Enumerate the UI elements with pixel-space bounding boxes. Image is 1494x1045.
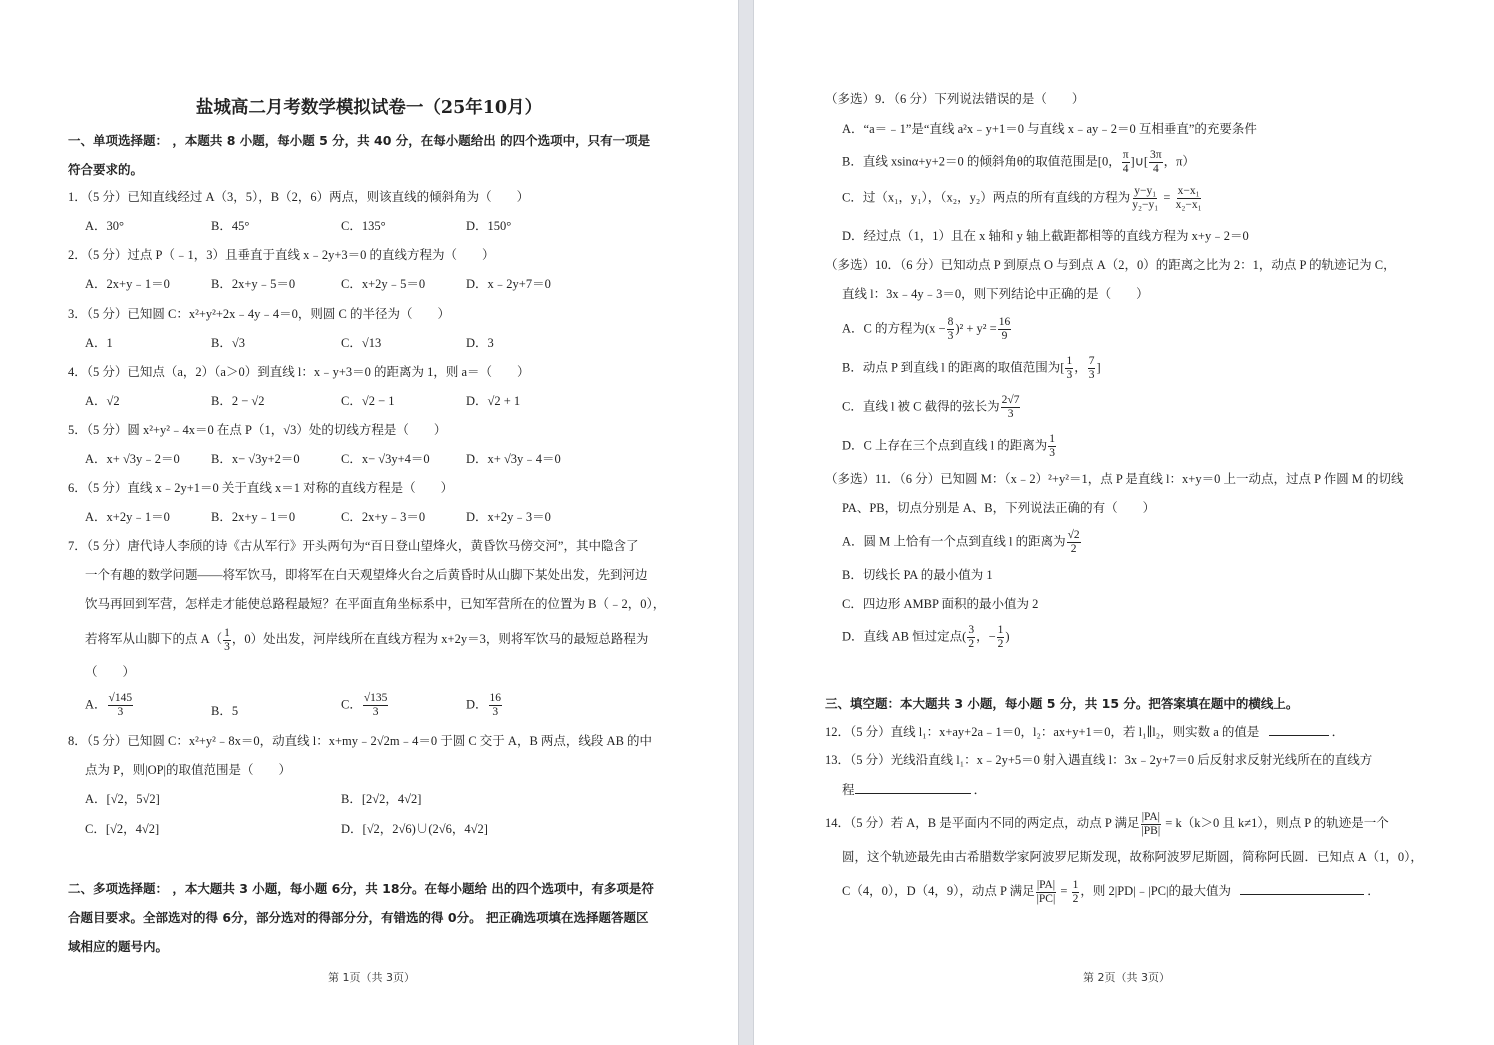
denominator: 3 [224, 640, 230, 653]
q11-option-c: C．四边形 AMBP 面积的最小值为 2 [842, 597, 1039, 611]
question-10-line-2: 直线 l：3x﹣4y﹣3＝0，则下列结论中正确的是（ ） [842, 287, 1149, 301]
fraction [1048, 433, 1056, 460]
section-2-header-cont-2: 域相应的题号内。 [68, 939, 169, 954]
fraction [108, 692, 134, 719]
numerator: 1 [1066, 355, 1073, 367]
question-4-stem: 4．（5 分）已知点（a，2）（a＞0）到直线 l：x﹣y+3＝0 的距离为 1，则 a＝（ ） [68, 365, 530, 379]
question-13-line-1: 13．（5 分）光线沿直线 l₁：x﹣2y+5＝0 射入遇直线 l：3x﹣2y+7＝0 后反射求反射光线所在的直线方 [825, 753, 1373, 767]
question-12 [825, 723, 1344, 740]
fraction [1067, 529, 1081, 556]
fraction [1131, 185, 1159, 212]
question-7-line-5: （ ） [85, 665, 136, 679]
page-footer: 第 1页（共 3页） [328, 971, 415, 984]
numerator: 3 [968, 624, 975, 636]
q11-option-a [842, 529, 1082, 556]
question-2-stem: 2．（5 分）过点 P（﹣1，3）且垂直于直线 x﹣2y+3＝0 的直线方程为（ ） [68, 248, 495, 262]
section-1-header-cont: 符合要求的。 [68, 162, 144, 177]
fraction [998, 316, 1012, 343]
q4-option-c: C．√2 − 1 [341, 394, 395, 408]
question-7-line-2: 一个有趣的数学问题——将军饮马，即将军在白天观望烽火台之后黄昏时从山脚下某处出发，先到河边 [85, 568, 648, 582]
denominator: 3 [117, 706, 124, 718]
denominator: x₂−x₁ [1175, 199, 1202, 211]
q5-option-c: C．x− √3y+4＝0 [341, 452, 430, 466]
denominator: 2 [997, 638, 1004, 650]
q2-option-c: C．x+2y﹣5＝0 [341, 277, 426, 291]
option-text: A．C 的方程为(x − [842, 321, 946, 336]
q3-option-a: A．1 [85, 336, 113, 350]
numerator: |PA| [1141, 810, 1160, 823]
option-text: ]∪[ [1130, 154, 1149, 169]
question-text: ． [1367, 884, 1380, 898]
q6-option-a: A．x+2y﹣1＝0 [85, 510, 170, 524]
page-divider [738, 0, 754, 1045]
q6-option-c: C．2x+y﹣3＝0 [341, 510, 426, 524]
q10-option-a [842, 316, 1012, 343]
page-footer: 第 2页（共 3页） [1083, 971, 1170, 984]
answer-blank[interactable] [1269, 723, 1329, 736]
question-text: ． [1331, 725, 1345, 739]
question-14-line-1 [825, 808, 1389, 838]
question-7-line-3: 饮马再回到军营，怎样走才能使总路程最短？在平面直角坐标系中，已知军营所在的位置为 B（﹣2，0）， [85, 597, 666, 611]
fraction [1001, 394, 1021, 421]
numerator: √2 [1067, 529, 1080, 541]
page-1 [0, 0, 738, 1045]
fraction [1036, 879, 1057, 906]
section-2-header: 二、多项选择题： ，本大题共 3 小题，每小题 6分，共 18分。在每小题给 出的四个选项中，有多项是符 [68, 881, 654, 896]
numerator: 8 [947, 316, 954, 328]
denominator: |PC| [1036, 892, 1056, 905]
section-2-header-cont: 合题目要求。全部选对的得 6分，部分选对的得部分分，有错选的得 0分。 把正确选项填在选择题答题区 [68, 910, 649, 925]
option-text: ，− [976, 629, 996, 644]
option-text: D．直线 AB 恒过定点( [842, 629, 967, 644]
denominator: 2 [1072, 892, 1079, 905]
q1-option-c: C．135° [341, 219, 386, 233]
q5-option-b: B．x− √3y+2＝0 [211, 452, 300, 466]
numerator: 16 [489, 692, 502, 704]
q11-option-d [842, 624, 1010, 651]
question-11-line-2: PA、PB，切点分别是 A、B，下列说法正确的有（ ） [842, 501, 1156, 515]
denominator: 4 [1152, 163, 1159, 175]
page-title: 盐城高二月考数学模拟试卷一（25年10月） [195, 98, 543, 118]
denominator: 2 [968, 638, 975, 650]
denominator: 3 [1007, 408, 1014, 420]
q9-option-b [842, 149, 1195, 176]
question-11-line-1: （多选）11．（6 分）已知圆 M：（x﹣2）²+y²＝1，点 P 是直线 l：x+y＝0 上一动点，过点 P 作圆 M 的切线 [825, 472, 1404, 486]
q3-option-d: D．3 [466, 336, 494, 350]
denominator: y₂−y₁ [1132, 199, 1159, 211]
option-text: C．直线 l 被 C 截得的弦长为 [842, 399, 1000, 414]
option-label: C． [341, 697, 362, 712]
q3-option-c: C．√13 [341, 336, 382, 350]
option-text: )² + y² = [955, 321, 997, 336]
numerator: y−y₁ [1134, 185, 1157, 197]
option-text: A．圆 M 上恰有一个点到直线 l 的距离为 [842, 534, 1066, 549]
question-10-line-1: （多选）10．（6 分）已知动点 P 到原点 O 与到点 A（2，0）的距离之比为 2：1，动点 P 的轨迹记为 C， [825, 258, 1396, 272]
q7-text: ，0）处出发，河岸线所在直线方程为 x+2y＝3，则将军饮马的最短总路程为 [231, 632, 649, 646]
fraction [967, 624, 975, 651]
fraction [1088, 355, 1096, 382]
denominator: 3 [1066, 369, 1073, 381]
denominator: |PB| [1141, 824, 1161, 837]
q1-option-b: B．45° [211, 219, 250, 233]
option-text: B．直线 xsinα+y+2＝0 的倾斜角θ的取值范围是[0， [842, 154, 1121, 169]
q10-option-b [842, 355, 1101, 382]
page-2 [755, 0, 1494, 1045]
question-7-line-1: 7．（5 分）唐代诗人李颀的诗《古从军行》开头两句为“百日登山望烽火，黄昏饮马傍交河”，其中隐含了 [68, 539, 639, 553]
q4-option-d: D．√2 + 1 [466, 394, 521, 408]
option-label: D． [466, 697, 488, 712]
q6-option-d: D．x+2y﹣3＝0 [466, 510, 551, 524]
numerator: 3π [1150, 149, 1162, 161]
question-text: ． [973, 783, 987, 797]
q2-option-a: A．2x+y﹣1＝0 [85, 277, 170, 291]
question-1-stem: 1．（5 分）已知直线经过 A（3，5），B（2，6）两点，则该直线的倾斜角为（ ） [68, 190, 530, 204]
numerator: √135 [363, 692, 388, 704]
numerator: √145 [108, 692, 133, 704]
option-text: ， [1074, 360, 1087, 375]
option-text: B．动点 P 到直线 l 的距离的取值范围为[ [842, 360, 1065, 375]
numerator: 1 [1049, 433, 1055, 445]
q8-option-a: A．[√2，5√2] [85, 792, 160, 806]
denominator: 3 [947, 330, 954, 342]
question-text: 程 [842, 783, 855, 797]
denominator: 3 [1049, 447, 1055, 459]
question-3-stem: 3．（5 分）已知圆 C：x²+y²+2x﹣4y﹣4＝0，则圆 C 的半径为（ ） [68, 307, 451, 321]
q5-option-d: D．x+ √3y﹣4＝0 [466, 452, 561, 466]
answer-blank[interactable] [1240, 882, 1364, 895]
q8-option-c: C．[√2，4√2] [85, 822, 160, 836]
numerator: 1 [997, 624, 1004, 636]
denominator: 9 [1001, 330, 1008, 342]
numerator: 16 [998, 316, 1011, 328]
q5-option-a: A．x+ √3y﹣2＝0 [85, 452, 180, 466]
q6-option-b: B．2x+y﹣1＝0 [211, 510, 296, 524]
option-text: D．C 上存在三个点到直线 l 的距离为 [842, 438, 1048, 453]
numerator: x−x₁ [1177, 185, 1200, 197]
option-text: ) [1005, 629, 1010, 644]
question-5-stem: 5．（5 分）圆 x²+y²﹣4x＝0 在点 P（1，√3）处的切线方程是（ ） [68, 423, 447, 437]
q7-option-d [466, 692, 503, 719]
question-13-line-2 [842, 781, 986, 798]
denominator: 3 [492, 706, 499, 718]
q11-option-b: B．切线长 PA 的最小值为 1 [842, 568, 993, 582]
numerator: 7 [1088, 355, 1095, 367]
numerator: 1 [224, 626, 230, 639]
denominator: 4 [1122, 163, 1129, 175]
q7-option-c [341, 692, 389, 719]
q1-option-a: A．30° [85, 219, 125, 233]
numerator: 1 [1072, 878, 1079, 891]
q7-option-b: B．5 [211, 704, 239, 718]
fraction [1175, 185, 1203, 212]
option-text: ] [1096, 360, 1101, 375]
question-14-line-3 [842, 876, 1380, 906]
question-text: ，则 2|PD|﹣|PC|的最大值为 [1080, 884, 1231, 898]
question-14-line-2: 圆，这个轨迹最先由古希腊数学家阿波罗尼斯发现，故称阿波罗尼斯圆，简称阿氏圆．已知点 A（1，0）， [842, 850, 1423, 864]
q10-option-d [842, 433, 1057, 460]
fraction [1065, 355, 1073, 382]
q4-option-a: A．√2 [85, 394, 120, 408]
question-8-line-1: 8．（5 分）已知圆 C：x²+y²﹣8x＝0，动直线 l：x+my﹣2√2m﹣4＝0 于圆 C 交于 A，B 两点，线段 AB 的中 [68, 734, 653, 748]
fraction [489, 692, 503, 719]
denominator: 3 [372, 706, 379, 718]
fraction [1140, 811, 1161, 838]
section-3-header: 三、填空题：本大题共 3 小题，每小题 5 分，共 15 分。把答案填在题中的横线上。 [825, 696, 1299, 711]
option-label: A． [85, 697, 107, 712]
question-6-stem: 6．（5 分）直线 x﹣2y+1＝0 关于直线 x＝1 对称的直线方程是（ ） [68, 481, 454, 495]
q1-option-d: D．150° [466, 219, 512, 233]
fraction [223, 627, 231, 654]
question-9-stem: （多选）9．（6 分）下列说法错误的是（ ） [825, 92, 1085, 106]
q4-option-b: B．2 − √2 [211, 394, 265, 408]
section-1-header: 一、单项选择题： ，本题共 8 小题，每小题 5 分，共 40 分，在每小题给出 的四个选项中，只有一项是 [68, 133, 651, 148]
question-8-line-2: 点为 P，则|OP|的取值范围是（ ） [85, 763, 292, 777]
denominator: 2 [1070, 543, 1077, 555]
q2-option-d: D．x﹣2y+7＝0 [466, 277, 551, 291]
q8-option-d: D．[√2，2√6)∪(2√6，4√2] [341, 822, 488, 836]
answer-blank[interactable] [855, 781, 971, 794]
option-text: = [1160, 190, 1174, 205]
fraction [1122, 149, 1130, 176]
option-text: C．过（x₁，y₁），（x₂，y₂）两点的所有直线的方程为 [842, 190, 1131, 205]
fraction [1149, 149, 1163, 176]
fraction [947, 316, 955, 343]
q7-option-a [85, 692, 134, 719]
q9-option-c [842, 185, 1204, 212]
q9-option-d: D．经过点（1，1）且在 x 轴和 y 轴上截距都相等的直线方程为 x+y﹣2＝0 [842, 229, 1249, 243]
fraction [997, 624, 1005, 651]
question-text: 14．（5 分）若 A，B 是平面内不同的两定点，动点 P 满足 [825, 816, 1140, 830]
q8-option-b: B．[2√2，4√2] [341, 792, 422, 806]
q2-option-b: B．2x+y﹣5＝0 [211, 277, 296, 291]
fraction [1072, 879, 1080, 906]
fraction [363, 692, 389, 719]
denominator: 3 [1088, 369, 1095, 381]
q9-option-a: A．“a＝﹣1”是“直线 a²x﹣y+1＝0 与直线 x﹣ay﹣2＝0 互相垂直”的充要条件 [842, 122, 1257, 136]
q3-option-b: B．√3 [211, 336, 245, 350]
question-text: 12．（5 分）直线 l₁：x+ay+2a﹣1＝0，l₂：ax+y+1＝0，若 l₁∥l₂，则实数 a 的值是 [825, 725, 1260, 739]
option-text: ，π） [1163, 154, 1195, 169]
question-text: = k（k＞0 且 k≠1），则点 P 的轨迹是一个 [1162, 816, 1389, 830]
numerator: |PA| [1036, 878, 1056, 891]
numerator: π [1122, 149, 1129, 161]
question-7-line-4 [85, 624, 648, 654]
question-text: = [1057, 884, 1071, 898]
numerator: 2√7 [1001, 394, 1020, 406]
question-text: C（4，0），D（4，9），动点 P 满足 [842, 884, 1035, 898]
q10-option-c [842, 394, 1021, 421]
q7-text: 若将军从山脚下的点 A（ [85, 632, 223, 646]
